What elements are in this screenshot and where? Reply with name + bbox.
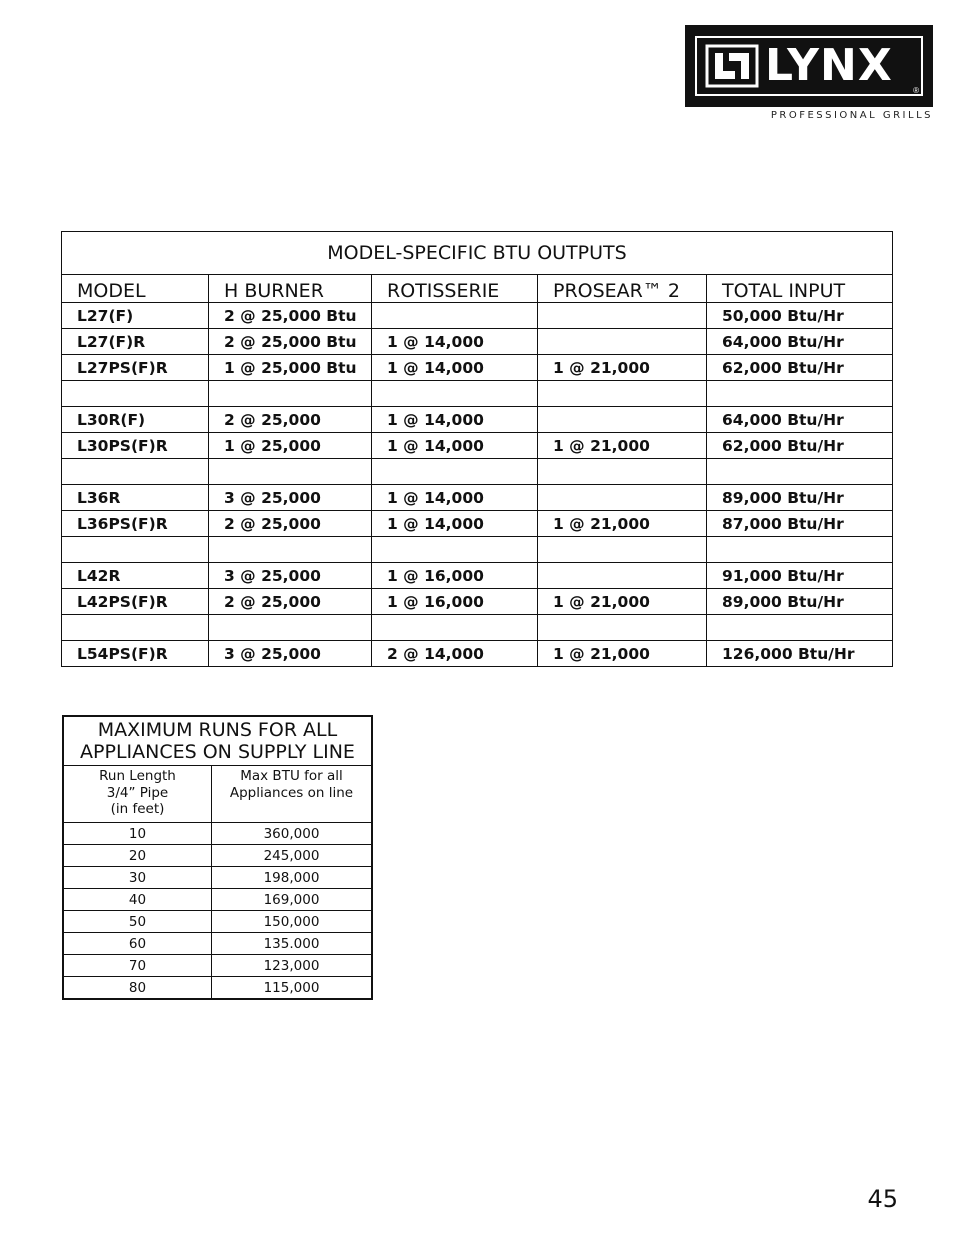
btu-table-cell: 91,000 Btu/Hr xyxy=(707,563,893,589)
btu-table-row xyxy=(62,329,893,355)
btu-table-cell xyxy=(538,537,707,563)
btu-table-cell: L36R xyxy=(62,485,209,511)
logo-wordmark: LYNX xyxy=(765,40,893,91)
btu-table-cell xyxy=(372,537,538,563)
page-number: 45 xyxy=(867,1185,898,1213)
max-runs-row xyxy=(63,845,372,867)
max-btu-cell: 169,000 xyxy=(212,889,373,911)
btu-table-cell: 1 @ 14,000 xyxy=(372,329,538,355)
max-runs-title-line2: APPLIANCES ON SUPPLY LINE xyxy=(80,741,355,763)
max-runs-row xyxy=(63,867,372,889)
btu-table-cell: 62,000 Btu/Hr xyxy=(707,355,893,381)
btu-table-cell xyxy=(538,381,707,407)
run-length-cell: 70 xyxy=(63,955,212,977)
btu-table-cell: 2 @ 25,000 Btu xyxy=(209,303,372,329)
btu-table-cell xyxy=(62,537,209,563)
btu-table-cell: L42R xyxy=(62,563,209,589)
btu-table-cell xyxy=(538,459,707,485)
btu-table-cell xyxy=(538,303,707,329)
btu-table-cell: 87,000 Btu/Hr xyxy=(707,511,893,537)
btu-table-cell: 2 @ 14,000 xyxy=(372,641,538,667)
max-runs-table xyxy=(62,715,373,1000)
btu-table-cell: 50,000 Btu/Hr xyxy=(707,303,893,329)
btu-table-row xyxy=(62,303,893,329)
btu-table-cell: L30R(F) xyxy=(62,407,209,433)
btu-table-row xyxy=(62,407,893,433)
max-btu-header xyxy=(212,766,373,823)
btu-table-cell: 1 @ 21,000 xyxy=(538,355,707,381)
btu-table-cell: 3 @ 25,000 xyxy=(209,641,372,667)
btu-table-cell: L27PS(F)R xyxy=(62,355,209,381)
btu-table-cell: 1 @ 14,000 xyxy=(372,511,538,537)
run-length-line: Run Length xyxy=(99,768,176,784)
run-length-line: 3/4” Pipe xyxy=(106,784,169,801)
btu-table-cell xyxy=(209,459,372,485)
btu-table-cell xyxy=(372,303,538,329)
btu-table-cell: L36PS(F)R xyxy=(62,511,209,537)
btu-table-cell: 64,000 Btu/Hr xyxy=(707,407,893,433)
btu-table-cell xyxy=(538,563,707,589)
max-btu-cell: 123,000 xyxy=(212,955,373,977)
max-btu-cell: 115,000 xyxy=(212,977,373,1000)
max-runs-row xyxy=(63,955,372,977)
btu-table-cell: 1 @ 25,000 xyxy=(209,433,372,459)
btu-table-cell: 3 @ 25,000 xyxy=(209,485,372,511)
btu-table-cell: L42PS(F)R xyxy=(62,589,209,615)
btu-table-spacer-row xyxy=(62,615,893,641)
btu-table-cell: 3 @ 25,000 xyxy=(209,563,372,589)
header-total-input: TOTAL INPUT xyxy=(707,275,893,303)
btu-table-cell: 1 @ 21,000 xyxy=(538,433,707,459)
header-model: MODEL xyxy=(62,275,209,303)
btu-table-cell xyxy=(62,381,209,407)
btu-table-cell xyxy=(372,381,538,407)
btu-table-cell xyxy=(707,381,893,407)
max-runs-row xyxy=(63,911,372,933)
btu-table-spacer-row xyxy=(62,459,893,485)
max-runs-title xyxy=(63,716,372,766)
max-btu-cell: 150,000 xyxy=(212,911,373,933)
btu-table-cell: 1 @ 25,000 Btu xyxy=(209,355,372,381)
btu-table-cell: 126,000 Btu/Hr xyxy=(707,641,893,667)
max-runs-title-line1: MAXIMUM RUNS FOR ALL xyxy=(97,719,338,741)
max-runs-body xyxy=(63,766,372,1000)
max-btu-cell: 198,000 xyxy=(212,867,373,889)
run-length-cell: 40 xyxy=(63,889,212,911)
btu-table-cell: 64,000 Btu/Hr xyxy=(707,329,893,355)
btu-table-cell xyxy=(707,615,893,641)
btu-table-cell xyxy=(62,459,209,485)
btu-table-cell: L54PS(F)R xyxy=(62,641,209,667)
btu-table-cell xyxy=(707,459,893,485)
btu-table-cell: 62,000 Btu/Hr xyxy=(707,433,893,459)
run-length-cell: 80 xyxy=(63,977,212,1000)
max-runs-row xyxy=(63,933,372,955)
header-rotisserie: ROTISSERIE xyxy=(372,275,538,303)
run-length-cell: 60 xyxy=(63,933,212,955)
max-runs-row xyxy=(63,823,372,845)
btu-table-cell: L27(F)R xyxy=(62,329,209,355)
btu-outputs-table xyxy=(61,231,893,667)
btu-table-cell xyxy=(538,485,707,511)
btu-table-cell: 1 @ 14,000 xyxy=(372,433,538,459)
run-length-cell: 30 xyxy=(63,867,212,889)
lynx-mark-icon xyxy=(705,44,759,88)
btu-table-body xyxy=(62,303,893,667)
btu-table-row xyxy=(62,355,893,381)
max-btu-cell: 135.000 xyxy=(212,933,373,955)
btu-table-row xyxy=(62,563,893,589)
logo-tagline: PROFESSIONAL GRILLS xyxy=(770,110,933,121)
btu-table-cell: 89,000 Btu/Hr xyxy=(707,485,893,511)
btu-table-cell xyxy=(209,381,372,407)
btu-table-cell: L27(F) xyxy=(62,303,209,329)
btu-table-cell xyxy=(62,615,209,641)
btu-table-cell xyxy=(707,537,893,563)
btu-table-row xyxy=(62,641,893,667)
run-length-cell: 20 xyxy=(63,845,212,867)
btu-table-cell xyxy=(538,407,707,433)
max-btu-cell: 360,000 xyxy=(212,823,373,845)
run-length-cell: 50 xyxy=(63,911,212,933)
btu-table-cell xyxy=(538,329,707,355)
btu-table-cell xyxy=(209,615,372,641)
run-length-cell: 10 xyxy=(63,823,212,845)
header-h-burner: H BURNER xyxy=(209,275,372,303)
btu-table-cell: 2 @ 25,000 xyxy=(209,407,372,433)
max-btu-line: Max BTU for all xyxy=(240,768,343,784)
btu-table-row xyxy=(62,433,893,459)
btu-table-cell: 89,000 Btu/Hr xyxy=(707,589,893,615)
btu-table-cell: 2 @ 25,000 xyxy=(209,589,372,615)
btu-table-cell: 1 @ 16,000 xyxy=(372,563,538,589)
btu-table-spacer-row xyxy=(62,537,893,563)
btu-table-cell xyxy=(372,615,538,641)
btu-table-cell: L30PS(F)R xyxy=(62,433,209,459)
btu-table-cell: 2 @ 25,000 xyxy=(209,511,372,537)
run-length-header xyxy=(63,766,212,823)
btu-table-cell: 1 @ 21,000 xyxy=(538,589,707,615)
btu-table-cell: 1 @ 14,000 xyxy=(372,485,538,511)
btu-table-cell: 2 @ 25,000 Btu xyxy=(209,329,372,355)
max-btu-cell: 245,000 xyxy=(212,845,373,867)
btu-table-cell xyxy=(538,615,707,641)
btu-table-cell: 1 @ 21,000 xyxy=(538,641,707,667)
btu-table-cell: 1 @ 16,000 xyxy=(372,589,538,615)
btu-table-header-row xyxy=(62,275,893,303)
lynx-logo xyxy=(685,25,933,121)
logo-inner-frame xyxy=(695,36,923,96)
btu-table-row xyxy=(62,485,893,511)
header-prosear: PROSEAR™ 2 xyxy=(538,275,707,303)
max-runs-row xyxy=(63,977,372,1000)
registered-mark: ® xyxy=(913,86,919,95)
run-length-line: (in feet) xyxy=(110,801,165,817)
btu-table-cell xyxy=(372,459,538,485)
btu-table-row xyxy=(62,511,893,537)
btu-table-cell: 1 @ 14,000 xyxy=(372,355,538,381)
max-runs-row xyxy=(63,889,372,911)
max-runs-subheader-row xyxy=(63,766,372,823)
btu-table-row xyxy=(62,589,893,615)
btu-table-title: MODEL-SPECIFIC BTU OUTPUTS xyxy=(62,232,893,275)
btu-table-cell xyxy=(209,537,372,563)
max-btu-line: Appliances on line xyxy=(229,784,354,801)
btu-table-cell: 1 @ 14,000 xyxy=(372,407,538,433)
logo-box xyxy=(685,25,933,107)
btu-table-cell: 1 @ 21,000 xyxy=(538,511,707,537)
btu-table-spacer-row xyxy=(62,381,893,407)
